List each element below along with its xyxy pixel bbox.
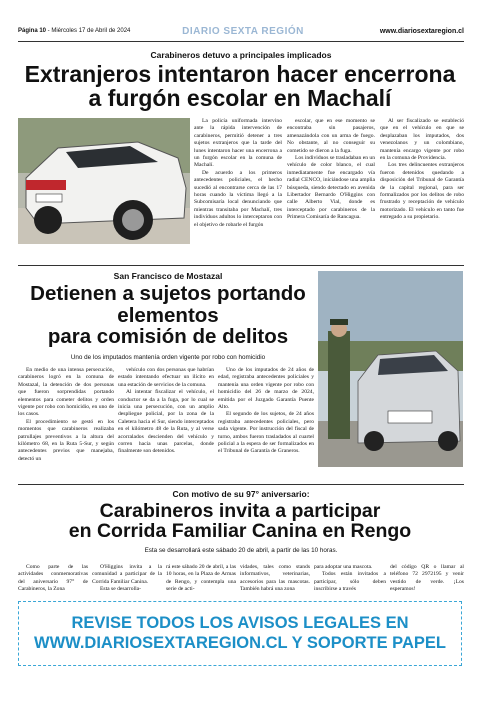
article2-headline-line1: Detienen a sujetos portando: [30, 282, 306, 305]
header-rule: [18, 41, 464, 42]
article2-kicker: San Francisco de Mostazal: [113, 271, 223, 281]
article3-deck: Esta se desarrollará este sábado 20 de abril, a partir de las 10 horas.: [144, 547, 338, 554]
detained-car-photo: [318, 271, 463, 467]
article1-photo: [18, 118, 190, 244]
article1-kicker: Carabineros detuvo a principales implicados: [150, 50, 332, 60]
page-number: Página 10: [18, 28, 47, 34]
article3-col6: del código QR o llamar al teléfono 72 2972195 y venir vestido de verde. ¡Los esperamos!: [390, 564, 464, 593]
site-url: www.diariosextaregion.cl: [379, 28, 464, 35]
article3-col3: rá este sábado 20 de abril, a las 10 horas, en la Plaza de Armas de Rengo, y contempla una serie de acti-: [166, 564, 236, 593]
page-header: [18, 28, 464, 40]
article3-headline: [10, 501, 470, 542]
banner-line1: REVISE TODOS LOS AVISOS LEGALES EN: [71, 614, 409, 632]
article2-col1: En medio de una intensa persecución, carabineros logró en la comuna de Mostazal, la detención de dos personas que fueron sorprendidas portando elementos para cometer delitos y orden vigente por robo con homicidio, en uno de los casos. El procedimiento se gestó en los momentos que carabineros realizaba patrullajes preventivos a la altura del kilómetro 68, en la Ruta 5-Sur, y según antecedentes previos que manejaba, detectó un: [18, 367, 114, 462]
article2-photo: [318, 271, 463, 467]
article3-col5: para adoptar una mascota. Todos están invitados a participar, sólo deben inscribirse a través: [314, 564, 386, 593]
legal-notices-banner[interactable]: [18, 601, 462, 666]
brand-name: DIARIO SEXTA REGIÓN: [182, 26, 304, 37]
article1-col3: Al ser fiscalizado se estableció que en el vehículo en que se desplazaban los imputados, dos venezolanos y un colombiano, mantenía encargo vigente por robo en la comuna de Providencia. Los tres delincuentes extranjeros fueron detenidos quedando a disposición del Tribunal de Garantía de la capital regional, para ser formalizados por los delitos de robo frustrado y receptación de vehículo motorizado. El vehículo en tanto fue entregado a su propietario.: [380, 118, 464, 221]
article3-col4: vidades, tales como stands informativos, veterinarias, accesorios para las mascotas. También habrá una zona: [240, 564, 310, 593]
article3-headline-line2: en Corrida Familiar Canina en Rengo: [68, 520, 412, 543]
banner-line2: WWW.DIARIOSEXTAREGION.CL Y SOPORTE PAPEL: [34, 634, 446, 652]
article2-col2: vehículo con dos personas que habrían estado intentando efectuar un ilícito en una estación de servicios de la comuna. Al intentar fiscalizar el vehículo, el conductor se da a la fuga, por lo cual se inicia una persecución, con un amplio despliegue policial, por la zona de la Caletera hacia el Sur, siendo interceptados en el kilómetro 48 de la Ruta, y al verse acorralados descienden del vehículo y corren hacia unas parcelas, donde finalmente son detenidos.: [118, 367, 214, 455]
article1-headline-line1: Extranjeros intentaron hacer encerrona: [24, 61, 456, 87]
article3-col1: Como parte de las actividades conmemorativas del aniversario 97° de Carabineros, la Zona: [18, 564, 88, 593]
article2-headline: [18, 283, 318, 348]
article2-deck: Uno de los imputados mantenía orden vigente por robo con homicidio: [70, 354, 266, 361]
article1-headline: [10, 62, 470, 110]
section-rule-2: [18, 484, 464, 485]
article3-headline-line1: Carabineros invita a participar: [99, 500, 381, 522]
article2-col3: Uno de los imputados de 24 años de edad, registraba antecedentes policiales y mantenía una orden vigente por robo con homicidio del 26 de marzo de 2024, emitida por el Juzgado Garantía Puente Alto. El segundo de los sujetos, de 24 años registraba antecedentes policiales, pero sada vigente. Por instrucción del fiscal de turno, ambos fueron trasladados al cuartel policial a la espera de ser formalizados en el Tribunal de Garantía de Graneros.: [218, 367, 314, 455]
article1-col1: La policía uniformada intervino ante la rápida intervención de carabineros, permitió detener a tres sujetos extranjeros que la tarde del lunes intentaron hacer una encerrona a un furgón escolar en la comuna de Machalí. De acuerdo a los primeros antecedentes policiales, el hecho sucedió al encontrarse cerca de las 17 horas cuando la víctima llegó a la Subcomisaría local denunciando que mientras transitaba por Machalí, tres individuos adultos lo interceptaron con el objetivo de robarle el furgón: [194, 118, 282, 228]
article1-col2: escolar, que en ese momento se encontraba sin pasajeros, amenazándola con un arma de fuego. No obstante, al no conseguir su cometido se dieron a la fuga. Los individuos se trasladaban en un vehículo de color blanco, el cual inmediatamente fue encargado vía radial CENCO, iniciándose una amplia búsqueda, siendo detectado en avenida Libertador Bernardo O'Higgins con calle Alberto Vial, donde es interceptado por carabineros de la Primera Comisaría de Rancagua.: [287, 118, 376, 221]
section-rule-1: [18, 265, 464, 266]
article3-kicker: Con motivo de su 97° aniversario:: [172, 489, 310, 499]
article2-headline-line3: para comisión de delitos: [47, 325, 289, 349]
article3-col2: O'Higgins invita a la comunidad a participar de la Corrida Familiar Canina. Esta se desarrolla-: [92, 564, 162, 593]
suv-photo: [18, 118, 190, 244]
article1-headline-line2: a furgón escolar en Machalí: [88, 85, 392, 112]
page-date: - Miércoles 17 de Abril de 2024: [46, 28, 131, 34]
article2-headline-line2: elementos: [117, 303, 219, 327]
